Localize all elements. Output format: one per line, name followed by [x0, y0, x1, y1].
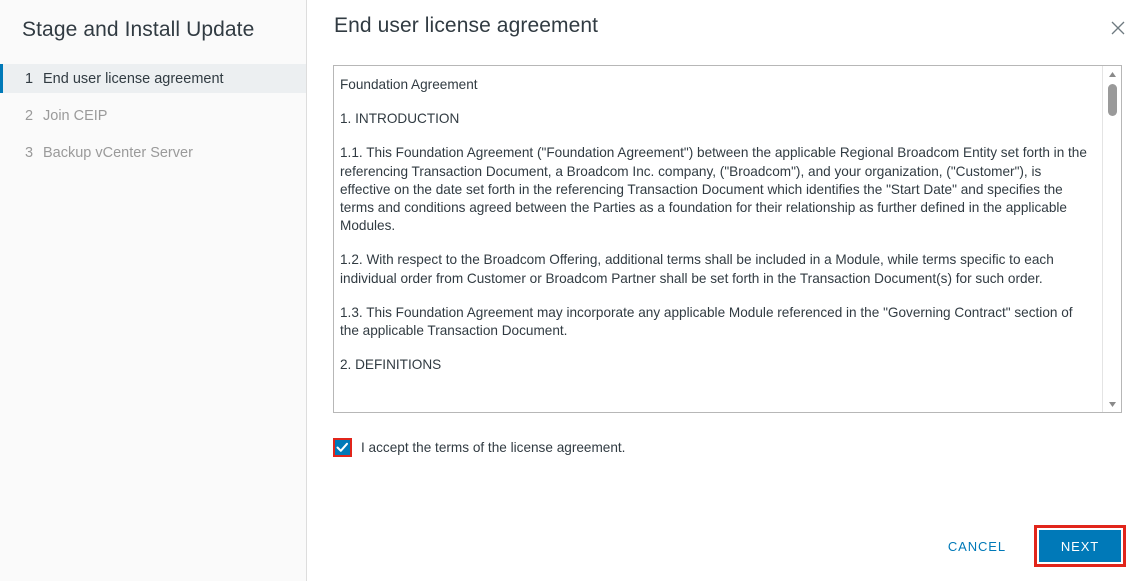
license-paragraph: 1. INTRODUCTION	[340, 111, 460, 127]
sidebar-step-backup-vcenter-server[interactable]	[0, 138, 306, 167]
wizard-title: Stage and Install Update	[22, 18, 255, 41]
license-paragraph: 1.1. This Foundation Agreement ("Foundation Agreement") between the applicable Regional Broadcom Entity set forth in the referencing Transaction Document, a Broadcom Inc. company, ("Broadcom"), and your organization, ("Customer"), is effective on the date set forth in the referencing Transaction Document which identifies the "Start Date" and specifies the terms and conditions agreed between the Parties as a foundation for their relationship as further defined in the applicable Modules.	[340, 145, 1087, 234]
accept-terms-checkbox[interactable]	[333, 438, 352, 457]
wizard-sidebar	[0, 0, 307, 581]
checkmark-icon	[336, 442, 349, 453]
sidebar-step-join-ceip[interactable]	[0, 101, 306, 130]
wizard-footer	[934, 525, 1126, 567]
license-paragraph: 1.2. With respect to the Broadcom Offering, additional terms shall be included in a Module, while terms specific to each individual order from Customer or Broadcom Partner shall be set forth in the Transaction Document(s) for such order.	[340, 252, 1054, 286]
wizard-steps	[0, 64, 306, 167]
chevron-down-icon[interactable]	[1103, 397, 1122, 411]
page-title: End user license agreement	[334, 14, 599, 37]
chevron-up-icon[interactable]	[1103, 67, 1122, 81]
sidebar-step-end-user-license-agreement[interactable]	[0, 64, 306, 93]
license-scrollbar-thumb[interactable]	[1108, 84, 1117, 116]
license-paragraph: 2. DEFINITIONS	[340, 357, 442, 373]
license-paragraph: Foundation Agreement	[340, 77, 478, 92]
license-agreement-box	[333, 65, 1122, 413]
next-button-highlight	[1034, 525, 1126, 567]
accept-terms-label: I accept the terms of the license agreement.	[361, 439, 626, 455]
license-paragraph: 1.3. This Foundation Agreement may incorporate any applicable Module referenced in the "Governing Contract" section of the applicable Transaction Document.	[340, 304, 1073, 339]
step-number: 1	[25, 70, 34, 87]
accept-terms-row	[333, 437, 625, 457]
license-scrollbar[interactable]	[1102, 66, 1121, 412]
license-agreement-text	[334, 66, 1103, 412]
next-button[interactable]: NEXT	[1039, 530, 1121, 562]
close-icon[interactable]	[1108, 18, 1128, 38]
cancel-button[interactable]: CANCEL	[934, 531, 1020, 562]
step-number: 3	[25, 144, 34, 161]
step-number: 2	[25, 107, 34, 124]
step-label: Join CEIP	[43, 107, 108, 124]
step-label: End user license agreement	[43, 70, 224, 87]
step-label: Backup vCenter Server	[43, 144, 193, 161]
